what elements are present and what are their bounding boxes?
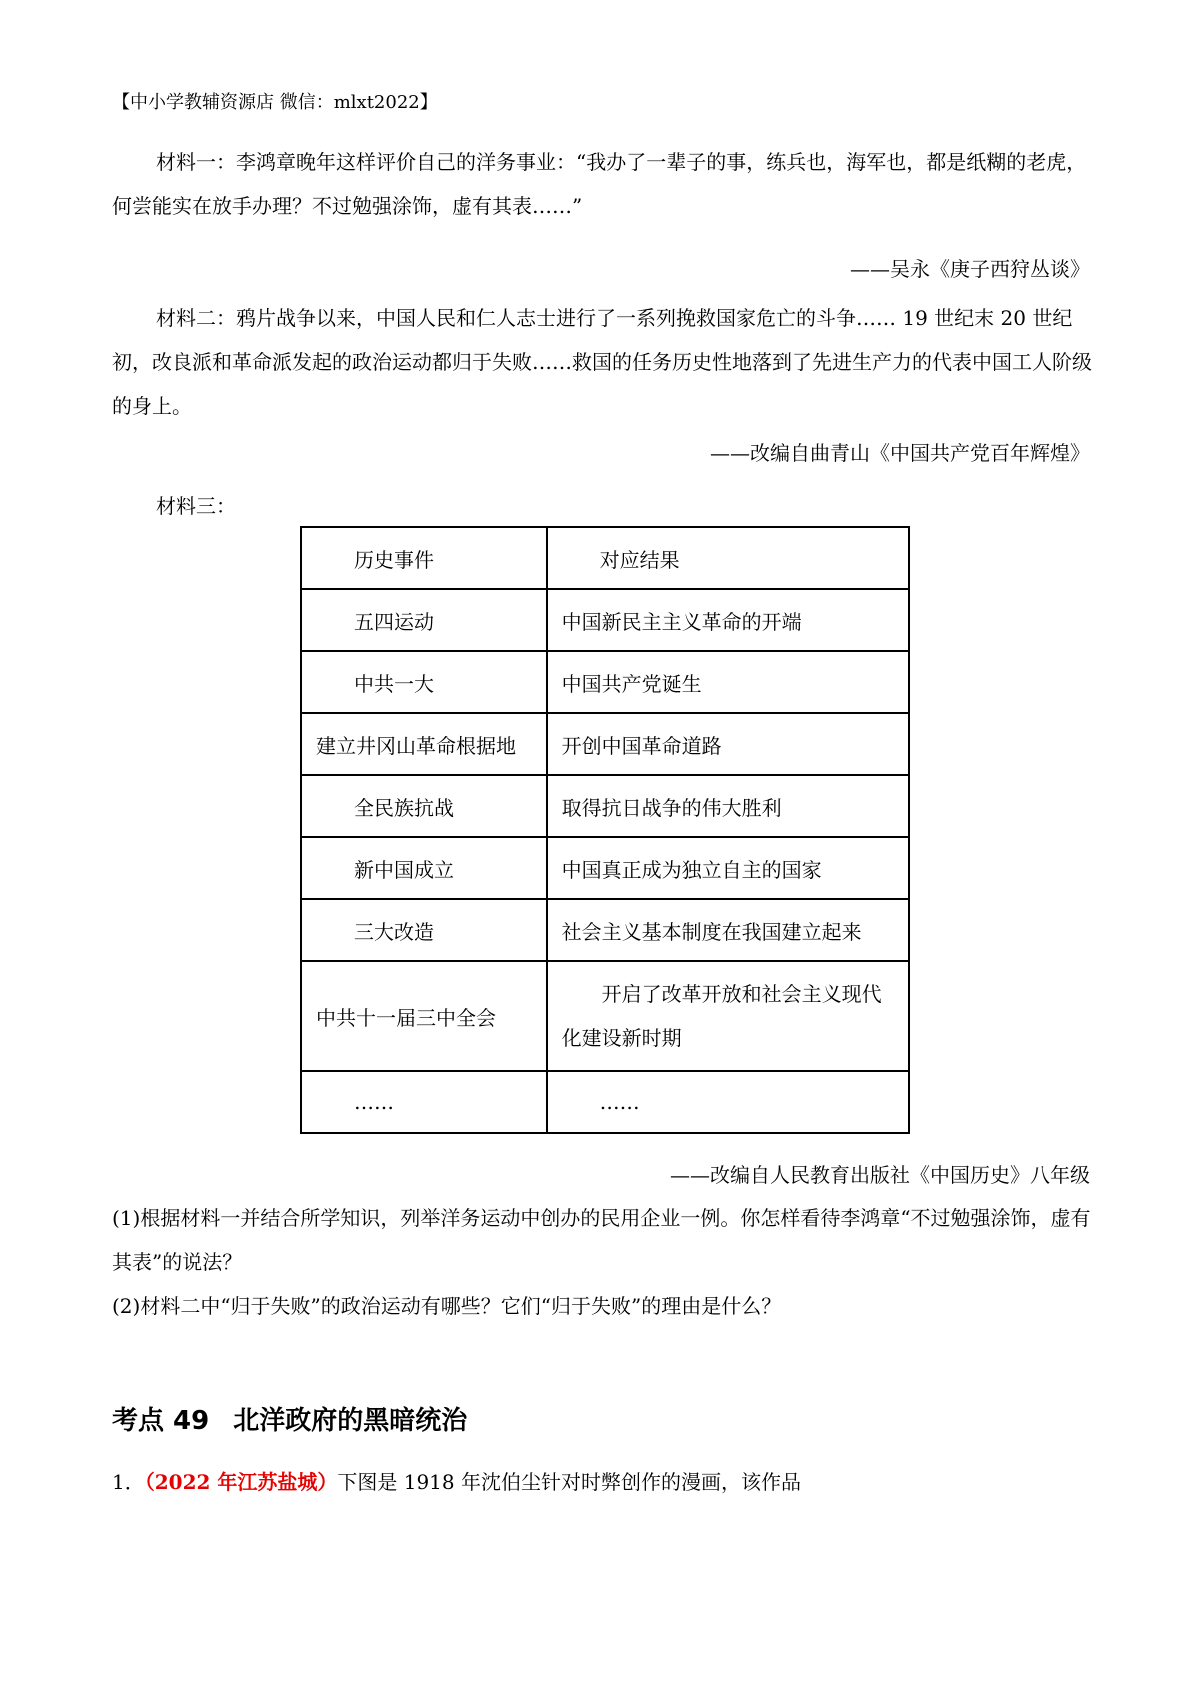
table-row — [301, 899, 909, 961]
question-1: (1)根据材料一并结合所学知识，列举洋务运动中创办的民用企业一例。你怎样看待李鸿章“不过勉强涂饰，虚有其表”的说法？ — [112, 1206, 1091, 1274]
event-cell: 全民族抗战 — [301, 775, 547, 837]
table-row — [301, 1071, 909, 1133]
material-1-text: 材料一：李鸿章晚年这样评价自己的洋务事业：“我办了一辈子的事，练兵也，海军也，都是纸糊的老虎，何尝能实在放手办理？不过勉强涂饰，虚有其表……” — [112, 150, 1087, 218]
result-cell: 取得抗日战争的伟大胜利 — [547, 775, 909, 837]
section-title: 考点 49 北洋政府的黑暗统治 — [112, 1406, 468, 1436]
material-3-label: 材料三： — [156, 494, 236, 518]
material-2-source: ——改编自曲青山《中国共产党百年辉煌》 — [710, 441, 1090, 465]
material-1-source: ——吴永《庚子西狩丛谈》 — [850, 257, 1090, 281]
table-row — [301, 775, 909, 837]
event-cell: 五四运动 — [301, 589, 547, 651]
result-cell: 中国新民主主义革命的开端 — [547, 589, 909, 651]
question-2: (2)材料二中“归于失败”的政治运动有哪些？它们“归于失败”的理由是什么？ — [112, 1294, 782, 1318]
material-2-text: 材料二：鸦片战争以来，中国人民和仁人志士进行了一系列挽救国家危亡的斗争…… 19 世纪末 20 世纪初，改良派和革命派发起的政治运动都归于失败……救国的任务历史性地落到了先进生产力的代表中国工人阶级的身上。 — [112, 306, 1092, 418]
item-source: （2022 年江苏盐城） — [144, 1470, 338, 1494]
event-cell: 中共一大 — [301, 651, 547, 713]
result-cell: 中国真正成为独立自主的国家 — [547, 837, 909, 899]
result-cell: 开启了改革开放和社会主义现代化建设新时期 — [547, 961, 909, 1071]
event-cell: 中共十一届三中全会 — [301, 961, 547, 1071]
header-result: 对应结果 — [547, 527, 909, 589]
table-row — [301, 837, 909, 899]
result-cell: 开创中国革命道路 — [547, 713, 909, 775]
result-cell: 社会主义基本制度在我国建立起来 — [547, 899, 909, 961]
material-3-source: ——改编自人民教育出版社《中国历史》八年级 — [670, 1163, 1090, 1187]
item-1 — [112, 1466, 801, 1495]
table-row — [301, 651, 909, 713]
event-cell: 新中国成立 — [301, 837, 547, 899]
event-cell: 建立井冈山革命根据地 — [301, 713, 547, 775]
header-event: 历史事件 — [301, 527, 547, 589]
item-text: 下图是 1918 年沈伯尘针对时弊创作的漫画，该作品 — [337, 1470, 801, 1494]
result-cell: …… — [547, 1071, 909, 1133]
table-header-row — [301, 527, 909, 589]
header-note: 【中小学教辅资源店 微信：mlxt2022】 — [112, 92, 438, 113]
event-cell: …… — [301, 1071, 547, 1133]
item-number: 1． — [112, 1470, 145, 1494]
table-row — [301, 589, 909, 651]
table-row — [301, 713, 909, 775]
result-cell: 中国共产党诞生 — [547, 651, 909, 713]
table-row — [301, 961, 909, 1071]
event-cell: 三大改造 — [301, 899, 547, 961]
events-table — [300, 526, 910, 1134]
